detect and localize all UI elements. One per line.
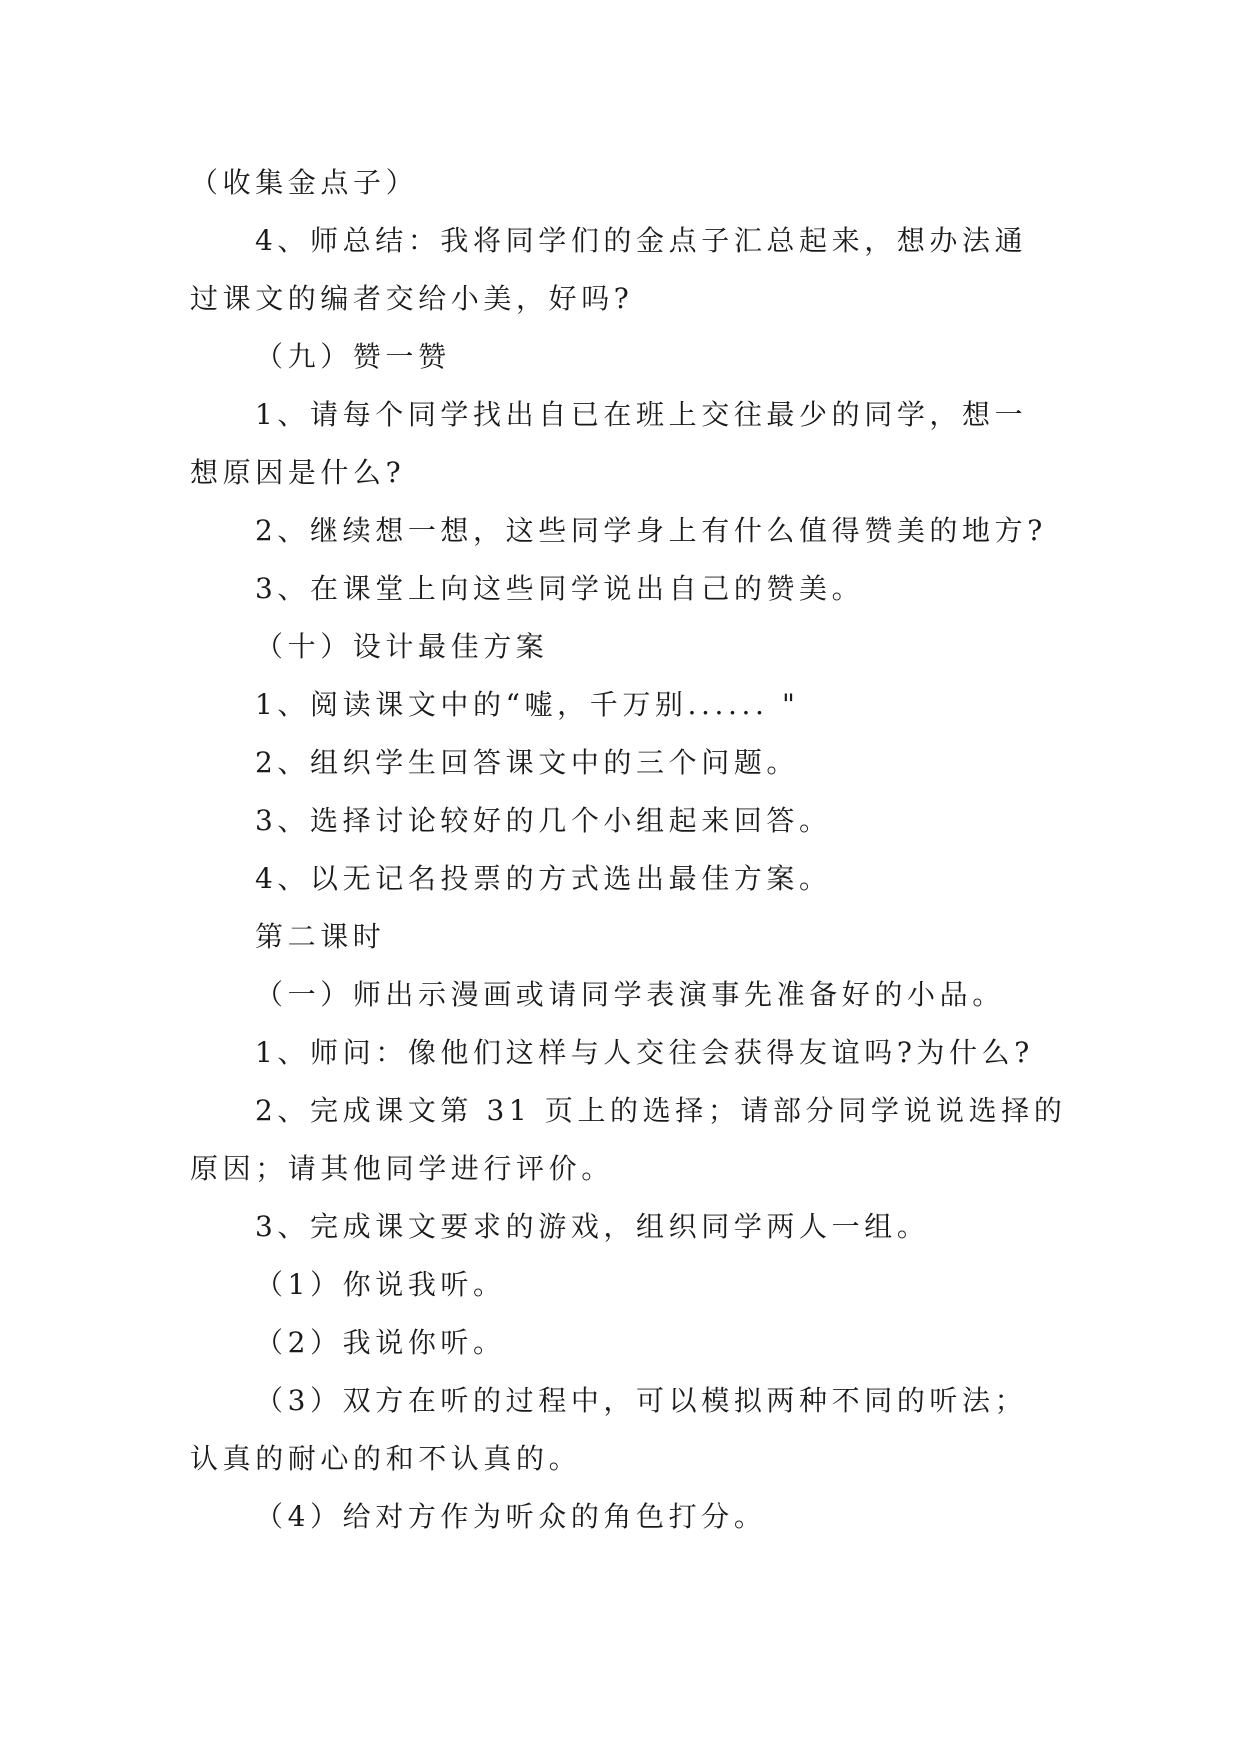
text-line: （1）你说我听。 <box>255 1268 506 1301</box>
text-line: 3、在课堂上向这些同学说出自己的赞美。 <box>255 572 865 605</box>
section-heading: 第二课时 <box>255 920 386 953</box>
text-line: 4、师总结：我将同学们的金点子汇总起来，想办法通 <box>255 224 1028 257</box>
text-line: 4、以无记名投票的方式选出最佳方案。 <box>255 862 832 895</box>
text-line: （一）师出示漫画或请同学表演事先准备好的小品。 <box>255 978 1005 1011</box>
text-line: （2）我说你听。 <box>255 1326 506 1359</box>
text-line: 1、师问：像他们这样与人交往会获得友谊吗?为什么? <box>255 1036 1034 1069</box>
text-line: （3）双方在听的过程中，可以模拟两种不同的听法； <box>255 1384 1028 1417</box>
section-heading: （九）赞一赞 <box>255 340 451 373</box>
text-line: （收集金点子） <box>190 166 419 199</box>
text-line: 过课文的编者交给小美，好吗? <box>190 282 634 315</box>
text-line: 2、完成课文第 31 页上的选择；请部分同学说说选择的 <box>255 1094 1067 1127</box>
text-line: 1、阅读课文中的“嘘，千万别...... " <box>255 688 800 721</box>
text-line: 2、组织学生回答课文中的三个问题。 <box>255 746 800 779</box>
text-line: 3、完成课文要求的游戏，组织同学两人一组。 <box>255 1210 930 1243</box>
text-line: 3、选择讨论较好的几个小组起来回答。 <box>255 804 832 837</box>
text-line: （4）给对方作为听众的角色打分。 <box>255 1500 767 1533</box>
text-line: 认真的耐心的和不认真的。 <box>190 1442 582 1475</box>
text-line: 1、请每个同学找出自已在班上交往最少的同学，想一 <box>255 398 1028 431</box>
text-line: 2、继续想一想，这些同学身上有什么值得赞美的地方? <box>255 514 1047 547</box>
section-heading: （十）设计最佳方案 <box>255 630 549 663</box>
text-line: 原因；请其他同学进行评价。 <box>190 1152 614 1185</box>
text-line: 想原因是什么? <box>190 456 406 489</box>
